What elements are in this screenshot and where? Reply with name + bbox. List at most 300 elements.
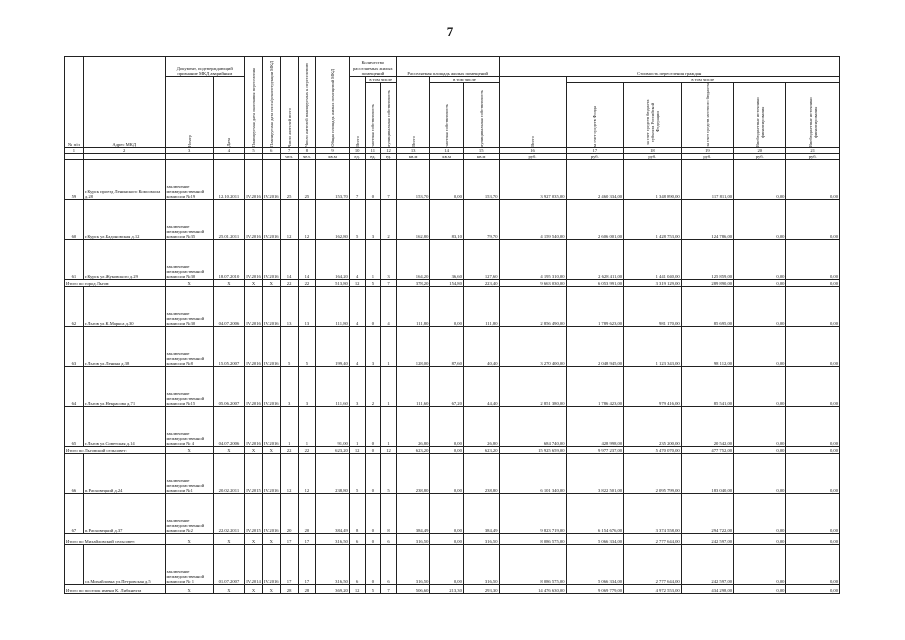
value-cell-area: 162,80 bbox=[316, 200, 350, 240]
value-cell-c-oth: 0,00 bbox=[786, 327, 840, 367]
value-cell-priv: 0 bbox=[365, 407, 381, 447]
value-cell-c-total: 6 101 340,00 bbox=[499, 454, 566, 494]
value-cell-c-reg: 3 319 129,00 bbox=[624, 280, 682, 287]
header-rooms-municipal: муниципальная собственность bbox=[381, 83, 397, 148]
document-cell: заключение межведомственной комиссии №1 bbox=[165, 454, 213, 494]
value-cell-c-ex: 0,00 bbox=[734, 240, 786, 280]
value-cell-c-ex: 0,00 bbox=[734, 160, 786, 200]
value-cell-res2: 12 bbox=[298, 200, 316, 240]
unit-cell: кв.м bbox=[396, 154, 430, 160]
value-cell-ar-total: 26,80 bbox=[396, 407, 430, 447]
value-cell-ar-priv: 0,00 bbox=[430, 287, 464, 327]
column-index-cell: 7 bbox=[280, 147, 298, 153]
column-index-cell: 9 bbox=[316, 147, 350, 153]
date-cell: X bbox=[213, 280, 244, 287]
summary-label-cell: Итого по Льговский сельсовет: bbox=[65, 447, 166, 454]
column-index-cell: 17 bbox=[566, 147, 624, 153]
value-cell-area: 111,80 bbox=[316, 287, 350, 327]
demolition-date-cell: IV.2016 bbox=[262, 200, 280, 240]
unit-cell: руб. bbox=[786, 154, 840, 160]
row-number-cell: 62 bbox=[65, 287, 84, 327]
value-cell-area: 513,80 bbox=[316, 280, 350, 287]
value-cell-ar-mun: 40,40 bbox=[463, 327, 499, 367]
value-cell-c-ex: 0,00 bbox=[734, 407, 786, 447]
resettle-date-cell: X bbox=[245, 280, 263, 287]
table-row bbox=[65, 200, 840, 240]
value-cell-c-fund: 3 822 501,00 bbox=[566, 454, 624, 494]
value-cell-ar-priv: 83,10 bbox=[430, 200, 464, 240]
value-cell-ar-priv: 0,00 bbox=[430, 494, 464, 534]
value-cell-c-total: 9 823 719,00 bbox=[499, 494, 566, 534]
header-planned-resettle: Планируемая дата окончания переселения bbox=[245, 57, 263, 148]
value-cell-res2: 28 bbox=[298, 585, 316, 594]
value-cell-c-oth: 0,00 bbox=[786, 447, 840, 454]
column-index-cell: 4 bbox=[213, 147, 244, 153]
value-cell-res: 22 bbox=[280, 447, 298, 454]
value-cell-res: 5 bbox=[280, 327, 298, 367]
value-cell-ar-mun: 153,70 bbox=[463, 160, 499, 200]
resettle-date-cell: IV.2015 bbox=[245, 494, 263, 534]
value-cell-c-ex: 0,00 bbox=[734, 327, 786, 367]
header-cost-region: за счет средств бюджета субъекта Российской Федерации bbox=[624, 83, 682, 148]
column-index-cell: 8 bbox=[298, 147, 316, 153]
value-cell-priv: 3 bbox=[365, 200, 381, 240]
value-cell-area: 316,50 bbox=[316, 534, 350, 545]
demolition-date-cell: IV.2016 bbox=[262, 240, 280, 280]
value-cell-res: 1 bbox=[280, 407, 298, 447]
value-cell-ar-priv: 0,00 bbox=[430, 160, 464, 200]
value-cell-ar-total: 164,20 bbox=[396, 240, 430, 280]
demolition-date-cell: IV.2016 bbox=[262, 407, 280, 447]
table-row bbox=[65, 494, 840, 534]
value-cell-c-fund: 2 460 334,00 bbox=[566, 160, 624, 200]
unit-cell: руб. bbox=[566, 154, 624, 160]
address-cell: г.Льгов ул.Советская д.14 bbox=[83, 407, 165, 447]
date-cell: 05.06.2007 bbox=[213, 367, 244, 407]
resettlement-register-table bbox=[64, 56, 840, 594]
value-cell-res: 20 bbox=[280, 494, 298, 534]
value-cell-c-oth: 0,00 bbox=[786, 534, 840, 545]
value-cell-c-oth: 0,00 bbox=[786, 585, 840, 594]
value-cell-ar-priv: 0,00 bbox=[430, 545, 464, 585]
value-cell-area: 164,20 bbox=[316, 240, 350, 280]
value-cell-c-reg: 1 348 890,00 bbox=[624, 160, 682, 200]
unit-cell: кв.м bbox=[430, 154, 464, 160]
table-row bbox=[65, 160, 840, 200]
value-cell-ar-mun: 127,60 bbox=[463, 240, 499, 280]
header-document-group: Документ, подтверждающий признание МКД аварийным bbox=[165, 57, 245, 77]
value-cell-area: 316,50 bbox=[316, 545, 350, 585]
date-cell: 12.10.2011 bbox=[213, 160, 244, 200]
table-row bbox=[65, 454, 840, 494]
unit-cell: руб. bbox=[624, 154, 682, 160]
column-index-cell: 15 bbox=[463, 147, 499, 153]
demolition-date-cell: IV.2016 bbox=[262, 494, 280, 534]
header-cost-in-that: в том числе bbox=[566, 77, 839, 83]
row-number-cell bbox=[65, 545, 84, 585]
value-cell-ar-total: 384,49 bbox=[396, 494, 430, 534]
value-cell-c-total: 4 195 310,00 bbox=[499, 240, 566, 280]
date-cell: 18.07.2010 bbox=[213, 240, 244, 280]
table-row bbox=[65, 240, 840, 280]
row-number-cell: 63 bbox=[65, 327, 84, 367]
header-cost-local: за счет средств местного бюджета bbox=[681, 83, 733, 148]
demolition-date-cell: IV.2016 bbox=[262, 327, 280, 367]
value-cell-mun: 1 bbox=[381, 367, 397, 407]
value-cell-priv: 0 bbox=[365, 454, 381, 494]
value-cell-res2: 13 bbox=[298, 287, 316, 327]
column-index-cell: 12 bbox=[381, 147, 397, 153]
value-cell-ar-mun: 238,80 bbox=[463, 454, 499, 494]
demolition-date-cell: IV.2016 bbox=[262, 367, 280, 407]
value-cell-priv: 5 bbox=[365, 280, 381, 287]
value-cell-mun: 8 bbox=[381, 494, 397, 534]
value-cell-rooms: 8 bbox=[349, 494, 365, 534]
value-cell-c-reg: 981 170,00 bbox=[624, 287, 682, 327]
value-cell-c-reg: 5 470 070,00 bbox=[624, 447, 682, 454]
column-index-cell: 16 bbox=[499, 147, 566, 153]
value-cell-c-oth: 0,00 bbox=[786, 160, 840, 200]
resettle-date-cell: IV.2015 bbox=[245, 454, 263, 494]
summary-row bbox=[65, 585, 840, 594]
value-cell-ar-priv: 87,60 bbox=[430, 327, 464, 367]
value-cell-c-loc: 289 890,00 bbox=[681, 280, 733, 287]
value-cell-mun: 5 bbox=[381, 454, 397, 494]
value-cell-c-fund: 2 606 001,00 bbox=[566, 200, 624, 240]
date-cell: 04.07.2006 bbox=[213, 287, 244, 327]
document-cell: заключение межведомственной комиссии №8 bbox=[165, 327, 213, 367]
value-cell-mun: 2 bbox=[381, 200, 397, 240]
value-cell-c-oth: 0,00 bbox=[786, 407, 840, 447]
header-area-municipal: муниципальная собственность bbox=[463, 83, 499, 148]
value-cell-res2: 3 bbox=[298, 367, 316, 407]
value-cell-c-oth: 0,00 bbox=[786, 494, 840, 534]
value-cell-priv: 0 bbox=[365, 545, 381, 585]
column-index-cell: 6 bbox=[262, 147, 280, 153]
column-index-cell: 14 bbox=[430, 147, 464, 153]
value-cell-c-total: 8 086 575,00 bbox=[499, 534, 566, 545]
unit-cell: кв.м bbox=[463, 154, 499, 160]
value-cell-area: 384,49 bbox=[316, 494, 350, 534]
column-index-cell: 18 bbox=[624, 147, 682, 153]
value-cell-c-fund: 9 977 237,00 bbox=[566, 447, 624, 454]
document-cell: X bbox=[165, 280, 213, 287]
value-cell-c-total: 8 086 575,00 bbox=[499, 545, 566, 585]
address-cell: г.Курск ул.Жуковского д.29 bbox=[83, 240, 165, 280]
column-index-cell: 1 bbox=[65, 147, 84, 153]
value-cell-ar-mun: 316,50 bbox=[463, 534, 499, 545]
value-cell-res: 25 bbox=[280, 160, 298, 200]
row-number-cell: 59 bbox=[65, 160, 84, 200]
value-cell-c-oth: 0,00 bbox=[786, 454, 840, 494]
value-cell-rooms: 12 bbox=[349, 585, 365, 594]
value-cell-mun: 7 bbox=[381, 280, 397, 287]
address-cell: сл.Михайловка ул.Петровская д.5 bbox=[83, 545, 165, 585]
value-cell-c-loc: 242 597,00 bbox=[681, 545, 733, 585]
value-cell-res2: 1 bbox=[298, 407, 316, 447]
value-cell-ar-mun: 384,49 bbox=[463, 494, 499, 534]
resettle-date-cell: IV.2016 bbox=[245, 407, 263, 447]
value-cell-c-fund: 2 048 945,00 bbox=[566, 327, 624, 367]
resettle-date-cell: IV.2016 bbox=[245, 240, 263, 280]
value-cell-ar-mun: 223,40 bbox=[463, 280, 499, 287]
document-cell: заключение межведомственной комиссии №35 bbox=[165, 200, 213, 240]
header-cost-other: Внебюджетные источники финансирования bbox=[786, 83, 840, 148]
value-cell-c-fund: 1 786 423,00 bbox=[566, 367, 624, 407]
address-cell: г.Курск проезд Ленинского Комсомола д.28 bbox=[83, 160, 165, 200]
value-cell-area: 623,20 bbox=[316, 447, 350, 454]
value-cell-c-loc: 85 541,00 bbox=[681, 367, 733, 407]
value-cell-res: 13 bbox=[280, 287, 298, 327]
table-row bbox=[65, 287, 840, 327]
value-cell-ar-mun: 623,20 bbox=[463, 447, 499, 454]
value-cell-ar-mun: 293,30 bbox=[463, 585, 499, 594]
value-cell-area: 238,80 bbox=[316, 454, 350, 494]
date-cell: 15.05.2007 bbox=[213, 327, 244, 367]
value-cell-c-fund: 5 066 334,00 bbox=[566, 545, 624, 585]
header-rooms-total: Всего bbox=[349, 77, 365, 148]
value-cell-ar-total: 378,20 bbox=[396, 280, 430, 287]
summary-label-cell: Итого по Михайловский сельсовет: bbox=[65, 534, 166, 545]
demolition-date-cell: X bbox=[262, 585, 280, 594]
column-index-cell: 3 bbox=[165, 147, 213, 153]
value-cell-mun: 4 bbox=[381, 287, 397, 327]
value-cell-ar-priv: 67,20 bbox=[430, 367, 464, 407]
table-row bbox=[65, 327, 840, 367]
value-cell-c-reg: 4 972 553,00 bbox=[624, 585, 682, 594]
value-cell-priv: 3 bbox=[365, 327, 381, 367]
column-index-cell: 21 bbox=[786, 147, 840, 153]
value-cell-rooms: 5 bbox=[349, 200, 365, 240]
resettle-date-cell: IV.2016 bbox=[245, 367, 263, 407]
demolition-date-cell: X bbox=[262, 534, 280, 545]
row-number-cell: 67 bbox=[65, 494, 84, 534]
value-cell-ar-priv: 0,00 bbox=[430, 454, 464, 494]
document-cell: заключение межведомственной комиссии № 1 bbox=[165, 545, 213, 585]
header-rooms-private: частная собственность bbox=[365, 83, 381, 148]
value-cell-res: 28 bbox=[280, 585, 298, 594]
value-cell-ar-total: 506,60 bbox=[396, 585, 430, 594]
document-cell: X bbox=[165, 534, 213, 545]
value-cell-ar-priv: 213,30 bbox=[430, 585, 464, 594]
row-number-cell: 64 bbox=[65, 367, 84, 407]
value-cell-mun: 1 bbox=[381, 327, 397, 367]
unit-cell: ед. bbox=[381, 154, 397, 160]
value-cell-res: 22 bbox=[280, 280, 298, 287]
value-cell-res2: 22 bbox=[298, 447, 316, 454]
value-cell-ar-mun: 316,50 bbox=[463, 545, 499, 585]
value-cell-area: 199,40 bbox=[316, 327, 350, 367]
value-cell-c-fund: 2 628 411,00 bbox=[566, 240, 624, 280]
date-cell: 04.07.2006 bbox=[213, 407, 244, 447]
value-cell-c-total: 2 856 490,00 bbox=[499, 287, 566, 327]
value-cell-c-total: 9 663 030,00 bbox=[499, 280, 566, 287]
value-cell-res: 17 bbox=[280, 534, 298, 545]
demolition-date-cell: X bbox=[262, 280, 280, 287]
document-cell: заключение межведомственной комиссии №19 bbox=[165, 160, 213, 200]
resettle-date-cell: IV.2016 bbox=[245, 287, 263, 327]
document-cell: X bbox=[165, 447, 213, 454]
value-cell-ar-mun: 111,80 bbox=[463, 287, 499, 327]
value-cell-res: 17 bbox=[280, 545, 298, 585]
unit-cell: кв.м bbox=[316, 154, 350, 160]
value-cell-c-loc: 434 298,00 bbox=[681, 585, 733, 594]
page-number: 7 bbox=[446, 24, 454, 39]
summary-row bbox=[65, 447, 840, 454]
value-cell-c-fund: 6 154 676,00 bbox=[566, 494, 624, 534]
table-row bbox=[65, 367, 840, 407]
value-cell-c-loc: 117 811,00 bbox=[681, 160, 733, 200]
value-cell-res2: 12 bbox=[298, 454, 316, 494]
address-cell: г.Льгов ул.К.Маркса д.30 bbox=[83, 287, 165, 327]
unit-cell: руб. bbox=[499, 154, 566, 160]
document-cell: заключение межведомственной комиссии №2 bbox=[165, 494, 213, 534]
value-cell-c-reg: 1 123 343,00 bbox=[624, 327, 682, 367]
value-cell-rooms: 6 bbox=[349, 534, 365, 545]
value-cell-ar-total: 623,20 bbox=[396, 447, 430, 454]
value-cell-c-fund: 9 069 779,00 bbox=[566, 585, 624, 594]
value-cell-mun: 6 bbox=[381, 545, 397, 585]
value-cell-area: 111,60 bbox=[316, 367, 350, 407]
resettle-date-cell: IV.2016 bbox=[245, 160, 263, 200]
value-cell-c-reg: 1 428 753,00 bbox=[624, 200, 682, 240]
value-cell-ar-mun: 26,80 bbox=[463, 407, 499, 447]
value-cell-mun: 3 bbox=[381, 240, 397, 280]
header-area-private: частная собственность bbox=[430, 83, 464, 148]
value-cell-ar-mun: 44,40 bbox=[463, 367, 499, 407]
table-row bbox=[65, 407, 840, 447]
value-cell-ar-priv: 154,80 bbox=[430, 280, 464, 287]
value-cell-res2: 5 bbox=[298, 327, 316, 367]
summary-row bbox=[65, 280, 840, 287]
value-cell-priv: 0 bbox=[365, 160, 381, 200]
resettle-date-cell: X bbox=[245, 534, 263, 545]
value-cell-c-total: 3 927 035,00 bbox=[499, 160, 566, 200]
column-index-cell: 19 bbox=[681, 147, 733, 153]
row-number-cell: 65 bbox=[65, 407, 84, 447]
value-cell-c-oth: 0,00 bbox=[786, 240, 840, 280]
address-cell: г.Льгов ул.Ленина д.38 bbox=[83, 327, 165, 367]
demolition-date-cell: IV.2016 bbox=[262, 287, 280, 327]
value-cell-rooms: 4 bbox=[349, 287, 365, 327]
value-cell-mun: 7 bbox=[381, 585, 397, 594]
value-cell-mun: 6 bbox=[381, 534, 397, 545]
value-cell-c-total: 14 476 630,00 bbox=[499, 585, 566, 594]
value-cell-c-total: 684 740,00 bbox=[499, 407, 566, 447]
value-cell-c-loc: 124 786,00 bbox=[681, 200, 733, 240]
value-cell-c-fund: 428 998,00 bbox=[566, 407, 624, 447]
value-cell-c-loc: 294 722,00 bbox=[681, 494, 733, 534]
value-cell-rooms: 3 bbox=[349, 367, 365, 407]
date-cell: X bbox=[213, 447, 244, 454]
value-cell-ar-priv: 0,00 bbox=[430, 447, 464, 454]
value-cell-rooms: 6 bbox=[349, 545, 365, 585]
column-index-cell: 10 bbox=[349, 147, 365, 153]
demolition-date-cell: IV.2016 bbox=[262, 545, 280, 585]
value-cell-priv: 2 bbox=[365, 367, 381, 407]
value-cell-ar-total: 316,50 bbox=[396, 534, 430, 545]
document-cell: заключение межведомственной комиссии №30 bbox=[165, 240, 213, 280]
value-cell-ar-priv: 36,60 bbox=[430, 240, 464, 280]
resettle-date-cell: X bbox=[245, 447, 263, 454]
row-number-cell: 66 bbox=[65, 454, 84, 494]
date-cell: 20.02.2011 bbox=[213, 454, 244, 494]
value-cell-c-reg: 2 777 644,00 bbox=[624, 545, 682, 585]
column-index-cell: 20 bbox=[734, 147, 786, 153]
value-cell-res2: 17 bbox=[298, 534, 316, 545]
unit-cell: руб. bbox=[734, 154, 786, 160]
summary-label-cell: Итого по город Льгов: bbox=[65, 280, 166, 287]
value-cell-c-oth: 0,00 bbox=[786, 287, 840, 327]
value-cell-rooms: 7 bbox=[349, 160, 365, 200]
header-rooms-in-that: в том числе bbox=[365, 77, 396, 83]
value-cell-priv: 0 bbox=[365, 287, 381, 327]
demolition-date-cell: IV.2016 bbox=[262, 454, 280, 494]
value-cell-res2: 14 bbox=[298, 240, 316, 280]
value-cell-priv: 0 bbox=[365, 534, 381, 545]
value-cell-c-reg: 235 200,00 bbox=[624, 407, 682, 447]
header-residents-resettle: Число жителей планируемых к переселению bbox=[298, 57, 316, 148]
header-cost-extra: Внебюджетные источники финансирования bbox=[734, 83, 786, 148]
value-cell-c-loc: 98 112,00 bbox=[681, 327, 733, 367]
value-cell-ar-priv: 0,00 bbox=[430, 534, 464, 545]
header-residents-total: Число жителей всего bbox=[280, 57, 298, 148]
header-address: Адрес МКД bbox=[83, 57, 165, 148]
resettle-date-cell: IV.2016 bbox=[245, 200, 263, 240]
value-cell-c-ex: 0,00 bbox=[734, 494, 786, 534]
value-cell-c-ex: 0,00 bbox=[734, 280, 786, 287]
demolition-date-cell: X bbox=[262, 447, 280, 454]
value-cell-ar-total: 238,80 bbox=[396, 454, 430, 494]
header-cost-group: Стоимость переселения граждан bbox=[499, 57, 840, 77]
value-cell-c-reg: 2 095 799,00 bbox=[624, 454, 682, 494]
value-cell-rooms: 12 bbox=[349, 447, 365, 454]
column-index-cell: 13 bbox=[396, 147, 430, 153]
value-cell-c-ex: 0,00 bbox=[734, 447, 786, 454]
value-cell-c-fund: 1 789 623,00 bbox=[566, 287, 624, 327]
value-cell-c-ex: 0,00 bbox=[734, 585, 786, 594]
unit-cell: руб. bbox=[681, 154, 733, 160]
value-cell-area: 153,70 bbox=[316, 160, 350, 200]
date-cell: 22.02.2011 bbox=[213, 494, 244, 534]
date-cell: 01.07.2007 bbox=[213, 545, 244, 585]
value-cell-c-fund: 5 066 334,00 bbox=[566, 534, 624, 545]
value-cell-priv: 0 bbox=[365, 447, 381, 454]
value-cell-c-total: 4 159 540,00 bbox=[499, 200, 566, 240]
header-doc-number: Номер bbox=[165, 77, 213, 148]
unit-cell: ед. bbox=[349, 154, 365, 160]
value-cell-priv: 1 bbox=[365, 240, 381, 280]
value-cell-res: 14 bbox=[280, 240, 298, 280]
value-cell-c-ex: 0,00 bbox=[734, 545, 786, 585]
value-cell-ar-total: 128,00 bbox=[396, 327, 430, 367]
column-index-cell: 2 bbox=[83, 147, 165, 153]
value-cell-rooms: 12 bbox=[349, 280, 365, 287]
value-cell-rooms: 4 bbox=[349, 327, 365, 367]
value-cell-c-oth: 0,00 bbox=[786, 200, 840, 240]
address-cell: п.Расховецкий д.37 bbox=[83, 494, 165, 534]
column-index-cell: 11 bbox=[365, 147, 381, 153]
value-cell-ar-total: 111,60 bbox=[396, 367, 430, 407]
value-cell-c-oth: 0,00 bbox=[786, 280, 840, 287]
value-cell-priv: 5 bbox=[365, 585, 381, 594]
address-cell: г.Льгов ул.Некрасова д.71 bbox=[83, 367, 165, 407]
value-cell-area: 369,20 bbox=[316, 585, 350, 594]
value-cell-res2: 22 bbox=[298, 280, 316, 287]
address-cell: п.Расховецкий д.24 bbox=[83, 454, 165, 494]
header-area-total: Всего bbox=[396, 77, 430, 148]
value-cell-res: 12 bbox=[280, 454, 298, 494]
